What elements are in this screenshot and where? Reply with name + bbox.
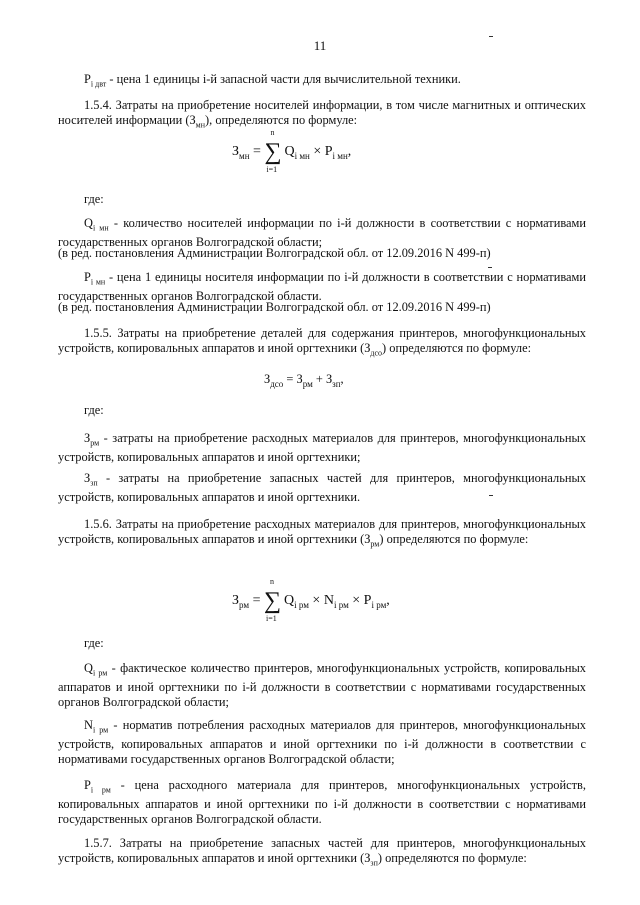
where-label: где: — [84, 636, 104, 650]
sum-sign-icon: ∑ n i=1 — [264, 128, 282, 174]
stray-mark — [488, 267, 492, 268]
section-1-5-5: 1.5.5. Затраты на приобретение деталей для содержания принтеров, многофункциональных устройств, копировальных аппаратов и иной оргтехники $(З_{дсо})$ определяются по формуле: — [58, 326, 586, 358]
formula-z-mn: $З_{мн}$ = ∑ n i=1 $Q_{i мн} \times P_{i мн}$, — [232, 128, 352, 174]
sum-sign-icon: ∑ n i=1 — [263, 577, 282, 623]
section-1-5-6: 1.5.6. Затраты на приобретение расходных материалов для принтеров, многофункциональных устройств, копировальных аппаратов и иной оргтехники $(З_{рм})$ определяются по формуле: — [58, 517, 586, 549]
q-rm-definition: $Q_{i рм}$ - фактическое количество принтеров, многофункциональных устройств, копировальных аппаратов и иной оргтехники по i-й должности в соответствии с нормативами государственных органов Волгоградской области; — [58, 661, 586, 710]
page-number: 11 — [313, 38, 327, 53]
where-label: где: — [84, 192, 104, 206]
section-1-5-7: 1.5.7. Затраты на приобретение запасных частей для принтеров, многофункциональных устройств, копировальных аппаратов и иной оргтехники $(З_{зп})$ определяются по формуле: — [58, 836, 586, 868]
p-dvt-definition: $P_{i двт}$ - цена 1 единицы i-й запасной части для вычислительной техники. — [84, 72, 461, 89]
z-zp-definition: $З_{зп}$ - затраты на приобретение запасных частей для принтеров, многофункциональных устройств, копировальных аппаратов и иной оргтехники. — [58, 471, 586, 505]
section-1-5-4: 1.5.4. Затраты на приобретение носителей информации, в том числе магнитных и оптических носителей информации $(З_{мн})$, определяются по формуле: — [58, 98, 586, 130]
amendment-note: (в ред. постановления Администрации Волгоградской обл. от 12.09.2016 N 499-п) — [58, 300, 491, 314]
stray-mark — [489, 36, 493, 37]
p-mn-definition: $P_{i мн}$ - цена 1 единицы носителя информации по i-й должности в соответствии с нормативами государственных органов Волгоградской области. — [58, 270, 586, 304]
n-rm-definition: $N_{i рм}$ - норматив потребления расходных материалов для принтеров, многофункциональных устройств, копировальных аппаратов и иной оргтехники по i-й должности в соответствии с нормативами государственных органов Волгоградской области; — [58, 718, 586, 767]
amendment-note: (в ред. постановления Администрации Волгоградской обл. от 12.09.2016 N 499-п) — [58, 246, 491, 260]
q-mn-definition: $Q_{i мн}$ - количество носителей информации по i-й должности в соответствии с нормативами государственных органов Волгоградской области; — [58, 216, 586, 250]
where-label: где: — [84, 403, 104, 417]
formula-z-rm: $З_{рм}$ = ∑ n i=1 $Q_{i рм} \times N_{i рм} \times P_{i рм}$, — [232, 577, 390, 623]
formula-z-dso: $З_{дсо} = З_{рм} + З_{зп}$, — [264, 372, 344, 389]
z-rm-definition: $З_{рм}$ - затраты на приобретение расходных материалов для принтеров, многофункциональных устройств, копировальных аппаратов и иной оргтехники; — [58, 431, 586, 465]
p-rm-definition: $P_{i рм}$ - цена расходного материала для принтеров, многофункциональных устройств, копировальных аппаратов и иной оргтехники по i-й должности в соответствии с нормативами государственных органов Волгоградской области. — [58, 778, 586, 827]
stray-mark — [489, 495, 493, 496]
